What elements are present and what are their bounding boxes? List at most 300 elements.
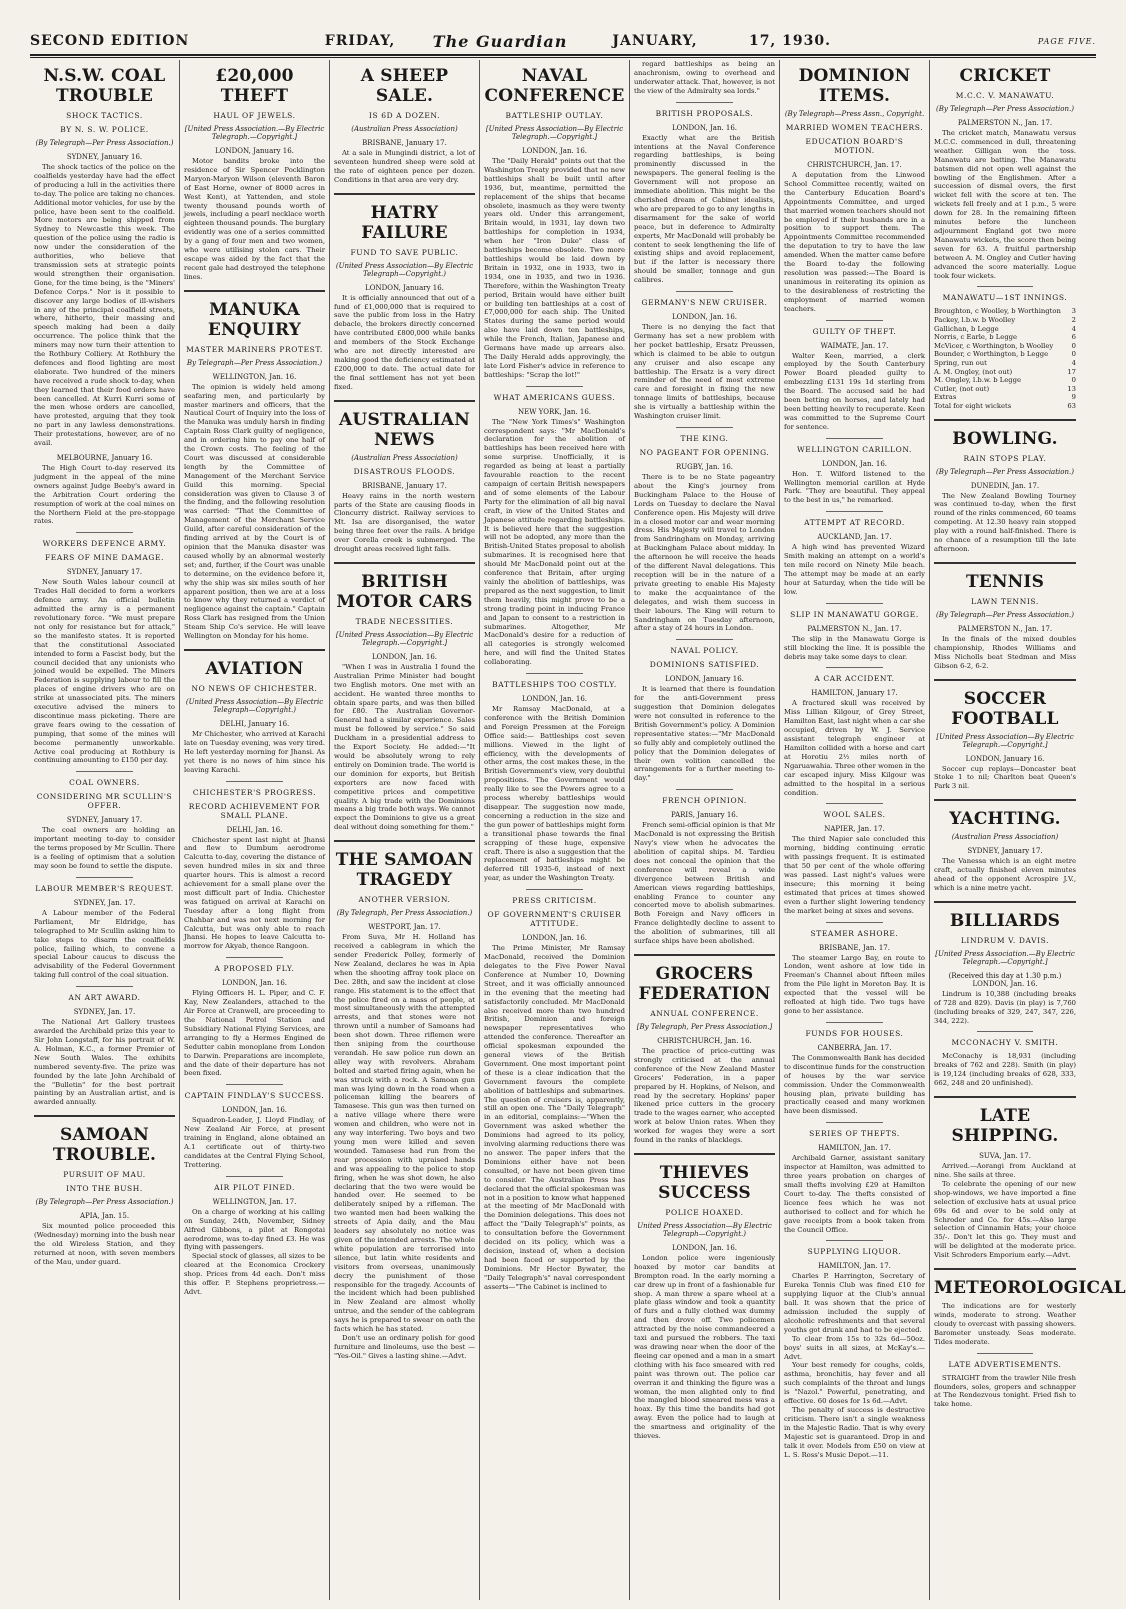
scorecard-row — [934, 307, 1076, 316]
article-body: At a sale in Mungindi district, a lot of seventeen hundred sheep were sold at the rate of eighteen pence per dozen. Conditions in that area are very dry. — [334, 149, 475, 184]
subheading: OF GOVERNMENT'S CRUISER ATTITUDE. — [487, 910, 622, 929]
dateline: HAMILTON, January 17. — [811, 689, 898, 698]
subheading: WELLINGTON CARILLON. — [796, 444, 913, 454]
subheading: NAVAL POLICY. — [670, 646, 739, 656]
article-body: Hon. T. Wilford listened to the Wellington memorial carillon at Hyde Park. "They are beautiful. They appeal to the best in us," he remarked. — [784, 469, 925, 505]
scorecard-row — [934, 368, 1076, 377]
newspaper-title: The Guardian — [432, 31, 568, 51]
subheading: PURSUIT OF MAU. — [63, 1170, 146, 1180]
credit-line: (Australian Press Association) — [951, 833, 1059, 842]
column-1 — [30, 60, 180, 1600]
scorecard-row — [934, 316, 1076, 325]
headline: £20,000 THEFT — [215, 66, 294, 106]
article-body: From Suva, Mr H. Holland has received a cablegram in which the sender Frederick Polley, formerly of New Zealand, declares he was in Apia when the shooting affray took place on Dec. 28th, and saw the incident at close range. His statement is to the effect that the police fired on a mass of people, at most simultaneously with the attempted arrests, and that stones were not thrown until a number of Samoans had been shot down. Three riflemen were then sniping from the courthouse verandah. He saw police run down an alley way with revolvers. Abraham bolted and started firing again, when he was struck with a rock. A Samoan gun man was lying down in the road when a policeman killing the bearers of Tamasese. This gun was then turned on a native village where there were women and children, who were not in any way interfering. Two boys and two young men were killed and seven wounded. Tamasese had run from the rear procession with upraised hands and was appealing to the police to stop firing, when he was shot down, he also declaring that the two were would be handed over. He seemed to be deliberately sniped by a rifleman. The two wanted men had been walking the streets of Apia daily, and the Mau leaders say absolutely no notice was given of the intended arrests. The whole white population are terrorised into silence, but latin white residents and visitors from overseas, unanimously decry the punishment of those responsible for the tragedy. Accounts of the incident which had been published in New Zealand are almost wholly untrue, and the sender of the cablegram says he is prepared to swear on oath the facts which he has stated. — [334, 933, 475, 1334]
subheading: LINDRUM V. DAVIS. — [960, 935, 1050, 945]
credit-line: (By Telegraph—Per Press Association.) — [936, 467, 1074, 476]
credit-line: By Telegraph—Per Press Association.) — [186, 358, 323, 367]
headline: BILLIARDS — [949, 910, 1061, 931]
item-divider — [226, 1176, 282, 1177]
item-divider — [826, 803, 882, 804]
dateline: DELHI, January 16. — [219, 719, 290, 728]
dateline: CHRISTCHURCH, Jan. 17. — [807, 161, 902, 169]
batsman-name: Broughton, c Woolley, b Worthington — [934, 307, 1061, 316]
article-body: Arrived.—Aorangi from Auckland at nine. She sails at three. — [934, 1162, 1076, 1179]
headline: METEOROLOGICAL — [934, 1278, 1126, 1299]
masthead-rule — [30, 54, 1096, 58]
batsman-name: Norris, c Earle, b Legge — [934, 333, 1018, 342]
subheading: FUNDS FOR HOUSES. — [805, 1028, 904, 1038]
subheading: AIR PILOT FINED. — [214, 1182, 295, 1192]
credit-line: [United Press Association.—By Electric Telegraph.—Copyright.] — [935, 949, 1075, 966]
subheading: MANAWATU—1ST INNINGS. — [942, 293, 1068, 303]
subheading: A CAR ACCIDENT. — [814, 674, 895, 684]
subheading: PRESS CRITICISM. — [512, 896, 597, 906]
subheading: ANOTHER VERSION. — [358, 895, 451, 905]
headline: DOMINION ITEMS. — [798, 66, 911, 106]
article-body: Squadron-Leader, J. Lloyd Findlay, of New Zealand Air Force, at present training in England, alone obtained an A.1 certificate out of thirty-two candidates at the Central Flying School, Trettering. — [184, 1116, 325, 1169]
article-body: The shock tactics of the police on the coalfields yesterday have had the effect of producing a lull in the activities there to-day. The police are taking no chances. Additional motor vehicles, for use by the police, have been sent to the coalfield. More motors are being shipped from Sydney to Newcastle this week. The question of the police using the radio is now under the consideration of the authorities, who believe that transmission sets at strategic points would strengthen their organisation. Gone, for the time being, is the "Miners' Defence Corps." Nor is it possible to discover any large bodies of ill-wishers in any of the principal coalfield streets, where, hitherto, their massing and speech making had been a daily occurrence. The police think that the miners may now turn their attention to the Rothbury Colliery. At Rothbury the defences and flood lighting are most elaborate. Two hundred of the miners have received a rude shock to-day, when they learned that their food orders have been cancelled. At Kurri Kurri some of the men whose orders are cancelled, have protested, arguing that they took no part in any lawless demonstrations. Their protestations, however, are of no avail. — [34, 163, 175, 448]
scorecard-row — [934, 385, 1076, 394]
article-body: STRAIGHT from the trawler Nile fresh flounders, soles, gropers and schnapper at The Rendezvous tonight. Fried fish to take home. — [934, 1373, 1076, 1409]
runs-value: 0 — [1071, 376, 1076, 385]
section-divider — [934, 1096, 1076, 1098]
article-body: Soccer cup replays—Doncaster beat Stoke 1 to nil; Charlton beat Queen's Park 3 nil. — [934, 764, 1076, 791]
columns-container — [30, 60, 1126, 1600]
dateline: WESTPORT, Jan. 17. — [368, 923, 441, 932]
section-divider — [34, 1115, 175, 1117]
column-3 — [330, 60, 480, 1600]
item-divider — [977, 1031, 1034, 1032]
batsman-name: Spring, run out — [934, 358, 987, 367]
credit-line: (By Telegraph—Per Press Association.) — [35, 1198, 174, 1207]
article-body: "When I was in Australia I found the Australian Prime Minister had bought two English motors. One met with an accident. He wanted three months to obtain spare parts, and was then billed for £80. The Australian Governor-General had a similar experience. Sales must be followed by service." So said Duckham in a presidential address to the Export Society. He added:—"It would be absolutely wrong to rely entirely on Dominion trade. The world is our dominion for exports, but British exporters are now faced with competitive prices and competitive quality. A big trade with the Dominions means a big trade both ways. We cannot expect the Dominions to give us a great deal without doing something for them." — [334, 662, 475, 832]
article-body: The slip in the Manawatu Gorge is still blocking the line. It is possible the debris may take some days to clear. — [784, 634, 925, 661]
article-body: McConachy is 18,931 (including breaks of 762 and 228). Smith (in play) is 19,124 (including breaks of 628, 333, 662, 248 and 20 unfinished). — [934, 1052, 1076, 1088]
scorecard — [934, 307, 1076, 410]
dateline: SYDNEY, Jan. 17. — [73, 1008, 136, 1017]
article-body: Archibald Garner, assistant sanitary inspector at Hamilton, was admitted to three years probation on charges of small thefts involving £29 at Hamilton Court to-day. The thefts consisted of licence fees which he was not authorised to collect and for which he gave receipts from a book taken from the Council Office. — [784, 1154, 925, 1234]
subheading: BY N. S. W. POLICE. — [60, 125, 149, 134]
dateline: WAIMATE, Jan. 17. — [820, 341, 889, 350]
dateline: SYDNEY, January 17. — [967, 847, 1043, 856]
edition-label: SECOND EDITION — [30, 33, 190, 49]
column-6 — [780, 60, 930, 1600]
subheading: SHOCK TACTICS. — [66, 111, 143, 120]
dateline: LONDON, January 16. — [665, 675, 744, 684]
article-body: The "Daily Herald" points out that the Washington Treaty provided that no new battleships shall be built until after 1936, but, meantime, permitted the replacement of the ships that became obsolete, inasmuch as they were twenty years old. Under this arrangement, Britain would, in 1931, lay down two battleships for completion in 1934, when her "Iron Duke" class of battleships become obsolete. Two more battleships would be laid down by Britain in 1932, one in 1933, two in 1934, one in 1935, and two in 1936. Therefore, within the Washington Treaty period, Britain would have either built or building ten battleships at a cost of £7,000,000 for each ship. The United States during the same period would also have laid down ten battleships, while the French, Italian, Japanese and Germans have made up arrears also. The Daily Herald adds approvingly, the late Lord Fisher's advice in reference to battleships: "Scrap the lot!" — [484, 157, 625, 379]
item-divider — [826, 1122, 882, 1123]
section-divider — [934, 1268, 1076, 1270]
headline: SAMOAN TROUBLE. — [52, 1125, 157, 1166]
headline: CRICKET — [959, 66, 1051, 86]
credit-line: [United Press Association—By Electric Telegraph.—Copyright.] — [335, 630, 474, 647]
dateline: (Received this day at 1.30 p.m.) LONDON, Jan. 16. — [948, 971, 1062, 988]
dateline: HAMILTON, Jan. 17. — [818, 1262, 891, 1271]
item-divider — [526, 386, 582, 387]
article-body: Special stock of glasses, all sizes to be cleared at the Economica Crockery shop. Prices from 4d each. Don't miss this offer. P. Stephens proprietress.—Advt. — [184, 1252, 325, 1296]
item-divider — [676, 291, 732, 292]
section-divider — [634, 1153, 775, 1155]
column-2 — [180, 60, 330, 1600]
dateline: LONDON, Jan. 16. — [671, 313, 738, 322]
section-divider — [934, 901, 1076, 903]
item-divider — [676, 639, 732, 640]
article-body: Motor bandits broke into the residence of Sir Spencer Pocklington Maryon-Maryon Wilson (eleventh Baron of East Horne, owner of 8000 acres in West Kent), at Yattenden, and stole twenty thousand pounds worth of jewels, including a pearl necklace worth eighteen thousand pounds. The burglary evidently was one of a series committed by a gang of four men and two women, who were utilising stolen cars. Their escape was aided by the fact that the recent gale had destroyed the telephone lines. — [184, 157, 325, 281]
credit-line: (By Telegraph—Press Assn., Copyright. — [784, 110, 925, 118]
runs-value: 63 — [1067, 401, 1076, 410]
section-divider — [934, 419, 1076, 421]
subheading: FUND TO SAVE PUBLIC. — [350, 247, 459, 257]
column-4 — [480, 60, 630, 1600]
subheading: NO PAGEANT FOR OPENING. — [639, 448, 770, 457]
headline: A SHEEP SALE. — [360, 66, 449, 106]
batsman-name: Packey, l.b.w. b Woolley — [934, 316, 1016, 324]
article-body: regard battleships as being an anachronism, owing to overhead and underwater attack. That, however, is not the view of the Admiralty sea lords." — [634, 60, 775, 95]
subheading: ATTEMPT AT RECORD. — [804, 518, 905, 528]
credit-line: [By Telegraph, Per Press Association.] — [636, 1022, 773, 1031]
subheading: MARRIED WOMEN TEACHERS. — [785, 123, 924, 132]
dateline: LONDON, January 16. — [965, 754, 1045, 763]
item-divider — [76, 986, 132, 987]
dateline: SUVA, Jan. 17. — [979, 1152, 1031, 1161]
dateline: NAPIER, Jan. 17. — [824, 825, 885, 834]
credit-line: (By Telegraph—Per Press Association.) — [936, 105, 1074, 113]
subheading: CAPTAIN FINDLAY'S SUCCESS. — [184, 1091, 325, 1101]
masthead — [30, 30, 1096, 52]
article-body: New South Wales labour council at Trades Hall decided to form a workers defence army. An official bulletin admitted the army is a permanent revolutionary force. "We must prepare not only for resistance but for attack," so the manifesto states. It is reported that the constitutional Associated intended to form a Fascist body, but the council decided that any unionists who joined would be expelled. The Miners Federation is supplying labour to fill the places of engine drivers who are on strike at unassociated pits. The miners executive advised the miners to discontinue mass picketing. There are grave fears owing to the cessation of pumping, that some of the mines will become permanently unworkable. Active coal producing at Rothbury is continuing amounting to £150 per day. — [34, 578, 175, 765]
dateline: CHRISTCHURCH, Jan. 16. — [657, 1036, 752, 1045]
subheading: FRENCH OPINION. — [662, 796, 747, 806]
subheading: SUPPLYING LIQUOR. — [807, 1247, 902, 1257]
item-divider — [826, 320, 882, 321]
dateline: LONDON, Jan. 16. — [671, 123, 738, 132]
runs-value: 2 — [1071, 316, 1076, 324]
credit-line: (United Press Association—By Electric Telegraph—Copyright.) — [335, 261, 474, 278]
headline: AVIATION — [205, 658, 304, 679]
dateline: LONDON, Jan. 16. — [521, 934, 588, 943]
item-divider — [826, 922, 882, 923]
subheading: A PROPOSED FLY. — [214, 964, 295, 974]
item-divider — [676, 789, 732, 790]
runs-value: 3 — [1071, 307, 1076, 316]
section-divider — [184, 290, 325, 292]
scorecard-row — [934, 350, 1076, 359]
article-body: London police were ingeniously hoaxed by motor car bandits at Brompton road. In the early morning a car drew up in front of a fashionable fur shop. A man threw a spare wheel at a plate glass window and took a quantity of furs and a fully clothed wax dummy and then drove off. Two policemen attracted by the noise commandeered a taxi and pursued the robbers. The taxi was drawing near when the door of the fleeing car opened and a man in a smart clothing with his face smeared with red paint was thrown out. The police car overran it and thinking the figure was a woman, the men alighted only to find the mangled blood smeared mess was a hoax. By this time the bandits had got away. Even the police had to laugh at the smartness and originality of the thieves. — [634, 1253, 775, 1441]
batsman-name: Extras — [934, 393, 957, 402]
section-divider — [334, 562, 475, 564]
subheading: GERMANY'S NEW CRUISER. — [641, 298, 768, 308]
article-body: To celebrate the opening of our new shop-windows, we have imported a fine selection of exclusive hats at usual price 69s 6d and over to be sold only at Schroder and Co. for 45s.—Also large selection of Cinnamin Hats; your choice 35/-. Don't let this go. They must and will be delighted at the moderate price. Visit Schroders Emporium early.—Advt. — [934, 1179, 1076, 1260]
item-divider — [676, 102, 732, 103]
item-divider — [977, 1353, 1034, 1354]
subheading: BRITISH PROPOSALS. — [655, 108, 754, 118]
headline: BOWLING. — [952, 428, 1058, 449]
page-number: PAGE FIVE. — [1037, 36, 1096, 46]
subheading: STEAMER ASHORE. — [810, 928, 899, 938]
dateline: BRISBANE, January 17. — [362, 481, 447, 490]
runs-value: 6 — [1071, 333, 1076, 342]
headline: TENNIS — [965, 571, 1045, 592]
dateline: AUCKLAND, Jan. 17. — [817, 533, 892, 542]
credit-line: United Press Association—By Electric Telegraph—Copyright.) — [637, 1221, 772, 1238]
article-body: The Prime Minister, Mr Ramsay MacDonald, received the Dominion delegates to the Five Power Naval Conference at Number 10, Downing Street, and it was officially announced in the evening that the meeting had satisfactorily concluded. Mr MacDonald also received more than two hundred British, Dominion and foreign newspaper representatives who attended the conference. Thereafter an official spokesman expounded the general views of the British Government. One most important point of these is a clear indication that the Government favours the complete abolition of battleships and submarines. The question of cruisers is, apparently, still an open one. The "Daily Telegraph" in an editorial, complains:—"When the Government was asked whether the Dominions had agreed to its policy, involving alarming reductions there was no answer. The paper infers that the Dominions either have not been consulted, or have not been given time to consider. The Australian Press has declared that the official spokesman was not in a position to know what happened at the meeting of Mr MacDonald with the Dominion delegations. This does not affect the "Daily Telegraph's" points, as to consultation before the Government decided on its policy, which was a decision, instead of, when a decision had been faced or supported by the Dominions. Mr Hector Bywater, the "Daily Telegraph's" naval correspondent asserts—"The Cabinet is inclined to — [484, 944, 625, 1291]
credit-line: (By Telegraph—Per Press Association.) — [35, 139, 174, 147]
batsman-name: Bounder, c Worthington, b Legge — [934, 350, 1049, 359]
article-body: Your best remedy for coughs, colds, asthma, bronchitis, hay fever and all such complaints of the throat and lungs is "Nazol." Powerful, penetrating, and effective. 60 doses for 1s 6d.—Advt. — [784, 1361, 925, 1406]
dateline: APIA, Jan. 15. — [79, 1212, 130, 1221]
subheading: GUILTY OF THEFT. — [812, 326, 897, 336]
runs-value: 9 — [1071, 393, 1076, 402]
article-body: Walter Keen, married, a clerk employed by the South Canterbury Power Board pleaded guilty to embezzling £131 19s 1d sterling from the Board. The accused said he had been betting on horses, and lately had been betting heavily to recuperate. Keen was committed to the Supreme Court for sentence. — [784, 351, 925, 431]
article-body: Six mounted police proceeded this (Wednesday) morning into the bush near the old Wireless Station, and they returned at noon, with seven members of the Mau, under guard. — [34, 1222, 175, 1266]
section-divider — [334, 840, 475, 842]
dateline: SYDNEY, Jan. 17. — [73, 898, 136, 907]
batsman-name: Gallichan, b Legge — [934, 324, 999, 333]
subheading: IS 6D A DOZEN. — [368, 111, 441, 120]
dateline: LONDON, Jan. 16. — [521, 147, 588, 155]
subheading: RAIN STOPS PLAY. — [963, 453, 1047, 463]
article-body: The indications are for westerly winds, moderate to strong. Weather cloudy to overcast with passing showers. Barometer unsteady. Seas moderate. Tides moderate. — [934, 1302, 1076, 1346]
article-body: The third Napier sale concluded this morning, bidding continuing erratic with passings frequent. It is estimated that 50 per cent of the whole offering was passed. Last night's values were insecure; this morning it being estimated that prices at times showed even a further slight lowering tendency the market being at sixes and sevens. — [784, 835, 925, 915]
subheading: TRADE NECESSITIES. — [355, 616, 454, 626]
subheading: DISASTROUS FLOODS. — [353, 466, 456, 476]
subheading: SERIES OF THEFTS. — [809, 1129, 900, 1139]
runs-value: 4 — [1071, 324, 1076, 333]
credit-line: (United Press Association—By Electric Telegraph—Copyright.) — [185, 697, 324, 714]
article-body: A Labour member of the Federal Parliament, Mr Eldridge, has telegraphed to Mr Scullin asking him to take steps to disarm the coalfields police, failing which, to convene a special Labour caucus to discuss the advisability of the Federal Government taking full control of the coal situation. — [34, 908, 175, 980]
article-body: A high wind has prevented Wizard Smith making an attempt on a world's ten mile record on Ninety Mile beach. The attempt may be made at an early hour at Saturday, when the tide will be low. — [784, 543, 925, 596]
subheading: WHAT AMERICANS GUESS. — [493, 392, 616, 402]
subheading: FEARS OF MINE DAMAGE. — [44, 553, 165, 563]
dateline: SYDNEY, January 17. — [66, 816, 143, 825]
article-body: Mr Chichester, who arrived at Karachi late on Tuesday evening, was very tired. He left yesterday morning for Jhansi. As yet there is no news of him since his leaving Karachi. — [184, 729, 325, 774]
article-body: The practice of price-cutting was strongly criticised at the annual conference of the New Zealand Master Grocers' Federation, in a paper prepared by H. Hopkins, of Nelson, and read by the secretary. Hopkins' paper likened price cutters in the grocery trade to the wages earner, who accepted work at below Union rates. When they worked for wages they were a sort found in the ranks of blacklegs. — [634, 1046, 775, 1145]
credit-line: [United Press Association—By Electric Telegraph.—Copyright.] — [485, 125, 624, 141]
dateline: SYDNEY, January 16. — [66, 153, 143, 161]
subheading: MASTER MARINERS PROTEST. — [186, 344, 323, 354]
section-divider — [934, 799, 1076, 801]
subheading: INTO THE BUSH. — [66, 1184, 143, 1194]
batsman-name: McVicer, c Worthington, b Woolley — [934, 341, 1054, 350]
section-divider — [934, 679, 1076, 681]
batsman-name: A. M. Ongley, (not out) — [934, 367, 1013, 376]
subheading: LAWN TENNIS. — [971, 596, 1039, 606]
credit-line: (By Telegraph, Per Press Association.) — [336, 909, 473, 918]
article-body: Don't use an ordinary polish for good furniture and linoleums, use the best — "Yes-Oil." Gives a lasting shine.—Advt. — [334, 1333, 475, 1360]
article-body: The "New York Times's" Washington correspondent says: "Mr MacDonald's declaration for the abolition of battleships has been received here with some surprise. Unofficially, it is regarded as being at least a partially favourable reaction to the recent campaign of certain British newspapers and of some elements of the Labour Party for the elimination of all big naval craft, in view of the United States and Japanese attitude regarding battleships. It is believed here that the suggestion will not be adopted, any more than the British-United States proposal to abolish submarines. It is recognised here that should Mr MacDonald point out at the conference that Britain, after urging vainly the abolition of battleships, was prepared as the next suggestion, to limit them heavily, this might prove to be a strong trading point in inducing France and Japan to consent to a restriction in submarines. Altogether, Mr MacDonald's desire for a reduction of all categories is strongly welcomed here, and will find the United States collaborating. — [484, 417, 625, 667]
article-body: The steamer Largo Bay, en route to London, went ashore at low tide in Freeman's Channel about fifteen miles from the Pile light in Moreton Bay. It is expected that the vessel will be refloated at high tide. Two tugs have gone to her assistance. — [784, 953, 925, 1015]
item-divider — [826, 667, 882, 668]
section-divider — [334, 193, 475, 195]
headline: LATE SHIPPING. — [951, 1106, 1059, 1147]
subheading: AN ART AWARD. — [68, 993, 141, 1003]
article-body: The New Zealand Bowling Tourney was continued to-day, when the first round of the rinks commenced, 60 teams competing. At 12.30 heavy rain stopped play with a round half-finished. There is no chance of a resumption till the late afternoon. — [934, 491, 1076, 553]
dateline: DELHI, Jan. 16. — [226, 825, 283, 834]
article-body: A fractured skull was received by Miss Lillian Kilgour, of Grey Street, Hamilton East, last night when a car she occupied, driven by W. J. Service assistant telegraph engineer at Hamilton collided with a horse and cart at Horotiu 2½ miles north of Ngaruawahia. Three other women in the car escaped injury. Miss Kilgour was admitted to the hospital in a serious condition. — [784, 699, 925, 797]
dateline: LONDON, Jan. 16. — [221, 1106, 288, 1115]
article-body: Exactly what are the British intentions at the Naval Conference regarding battleships, is being prominently discussed in the newspapers. The general feeling is the Government will not propose an immediate abolition. This might be the cherished dream of Cabinet idealists, who are prepared to go to any lengths in disarmament for the sake of world peace, but in deference to Admiralty experts, Mr MacDonald will probably be content to seek lengthening the life of existing ships and avoid replacement, but if the latter is necessary there should be smaller, tonnage and gun calibres. — [634, 133, 775, 285]
scorecard-row — [934, 359, 1076, 368]
dateline: LONDON, Jan. 16. — [671, 1243, 738, 1252]
article-body: Charles P. Harrington, Secretary of Eureka Tennis Club was fined £10 for supplying liquor at the Club's annual ball. It was shown that the price of admission included the supply of alcoholic refreshments and that several youths got drunk and had to be ejected. — [784, 1272, 925, 1334]
subheading: MCCONACHY V. SMITH. — [951, 1038, 1059, 1048]
section-divider — [634, 954, 775, 956]
subheading: WOOL SALES. — [823, 810, 886, 820]
item-divider — [226, 957, 282, 958]
item-divider — [977, 286, 1034, 287]
dateline: MELBOURNE, January 16. — [56, 454, 153, 462]
subheading: DOMINIONS SATISFIED. — [649, 660, 760, 670]
scorecard-row — [934, 376, 1076, 385]
subheading: RECORD ACHIEVEMENT FOR SMALL PLANE. — [188, 801, 321, 820]
headline: N.S.W. COAL TROUBLE — [43, 66, 166, 106]
article-body: To clear from 15s to 32s 6d—50oz. boys' suits in all sizes, at McKay's.—Advt. — [784, 1334, 925, 1361]
article-body: The opinion is widely held among seafaring men, and particularly by master mariners and officers, that the Nautical Court of Inquiry into the loss of the Manuka was unduly harsh in finding Captain Ross Clark guilty of negligence, and in ordering him to pay one half of the Crown costs. The feeling of the Court was discussed at considerable length by the Committee of Management of the Merchant Service Guild this morning. Special consideration was given to Clause 3 of the finding, and the following resolution was carried: "That the Committee of Management of the Merchant Service Guild, after careful consideration of the finding arrived at by the Court is of opinion that the Manuka disaster was caused wholly by an abnormal westerly set; and, further, if the Court was unable to determine, on the evidence before it, why the ship was six miles south of her apparent position, then we are at a loss to know why they returned a verdict of negligence against the captain." Captain Ross Clark has resigned from the Union Steam Ship Co's service. He will leave Wellington on Monday for his home. — [184, 382, 325, 641]
item-divider — [526, 673, 582, 674]
dateline: PALMERSTON N., Jan. 17. — [957, 624, 1053, 633]
subheading: LABOUR MEMBER'S REQUEST. — [35, 883, 174, 893]
subheading: BATTLESHIP OUTLAY. — [505, 111, 604, 120]
article-body: Heavy rains in the north western parts of the State are causing floods in Cloncurry district. Railway services to Mt. Isa are disorganised, the water being three feet over the rails. A bridge over Corella creek is submerged. The drought areas received light falls. — [334, 491, 475, 554]
dateline: LONDON, January 16. — [365, 283, 444, 292]
article-body: In the finals of the mixed doubles championship, Rhodes Williams and Miss Nicholls beat Stedman and Miss Gibson 6-2, 6-2. — [934, 634, 1076, 670]
article-body: French semi-official opinion is that Mr MacDonald is not expressing the British Navy's view when he advocates the abolition of capital ships. M. Tardieu does not conceal the opinion that the conference will reveal a wide divergence between British and American views regarding battleships, enabling France to counter any concerted move to abolish submarines. Both Foreign and Navy officers in France delightedly decline to assent to the abolition of submarines, till all surface ships have been abolished. — [634, 821, 775, 946]
item-divider — [226, 781, 282, 782]
article-body: It is officially announced that out of a fund of £1,000,000 that is required to save the public from loss in the Hatry debacle, the brokers directly concerned have contributed £800,000 while banks and members of the Stock Exchange who are not directly interested are making good the deficiency estimated at £200,000 to date. The actual date for the final settlement has not yet been fixed. — [334, 293, 475, 391]
scorecard-row — [934, 333, 1076, 342]
article-body: It is learned that there is foundation for the anti-Government press suggestion that Dominion delegates were not consulted in reference to the British Government's policy. A Dominion representative states:—"Mr MacDonald so fully ably and completely outlined the policy that the Dominion delegates of their own volition cancelled the arrangements for a further meeting to-day." — [634, 685, 775, 783]
dateline: LONDON, Jan. 16. — [371, 652, 438, 661]
headline: AUSTRALIAN NEWS — [339, 409, 470, 450]
subheading: CHICHESTER'S PROGRESS. — [192, 787, 317, 797]
subheading: THE KING. — [680, 434, 729, 443]
dateline: WELLINGTON, Jan. 16. — [212, 372, 297, 381]
article-body: The coal owners are holding an important meeting to-day to consider the terms proposed by Mr Scullin. There is a feeling of optimism that a solution may soon be found to settle the dispute. — [34, 826, 175, 870]
subheading: LATE ADVERTISEMENTS. — [948, 1359, 1062, 1369]
item-divider — [826, 438, 882, 439]
headline: YACHTING. — [949, 809, 1061, 830]
scorecard-row — [934, 393, 1076, 402]
dateline: LONDON, Jan. 16. — [521, 695, 588, 704]
subheading: M.C.C. V. MANAWATU. — [955, 91, 1055, 100]
item-divider — [826, 603, 882, 604]
dateline: PARIS, January 16. — [671, 811, 738, 820]
dateline: WELLINGTON, Jan. 17. — [212, 1197, 297, 1206]
credit-line: [United Press Association.—By Electric Telegraph.—Copyright.] — [184, 125, 325, 141]
runs-value: 0 — [1071, 350, 1076, 359]
column-7 — [930, 60, 1126, 1600]
month-label: JANUARY, — [612, 33, 698, 49]
subheading: ANNUAL CONFERENCE. — [650, 1008, 759, 1018]
item-divider — [76, 532, 132, 533]
runs-value: 4 — [1071, 358, 1076, 367]
section-divider — [184, 649, 325, 651]
date-label: 17, 1930. — [748, 33, 832, 49]
article-body: The Vanessa which is an eight metre craft, actually finished eleven minutes ahead of the opponent Acrospire J.V., which is a nine metre yacht. — [934, 857, 1076, 892]
item-divider — [76, 877, 132, 878]
runs-value: 17 — [1067, 367, 1076, 376]
credit-line: (Australian Press Association) — [351, 453, 458, 462]
item-divider — [676, 427, 732, 428]
item-divider — [826, 1022, 882, 1023]
subheading: COAL OWNERS. — [69, 778, 140, 788]
headline: GROCERS FEDERATION — [638, 963, 771, 1004]
subheading: BATTLESHIPS TOO COSTLY. — [492, 680, 617, 690]
dateline: SYDNEY, January 17. — [66, 568, 143, 577]
article-body: Mr Ramsay MacDonald, at a conference with the British Dominion and Foreign Pressmen at the Foreign Office said:— Battleships cost seven millions. Viewed in the light of efficiency, with the developments of other arms, the cost makes these, in the British Government's view, very doubtful propositions. The Government would really like to see the Powers agree to a process whereby battleships would disappear. The suggestion now made, concerning a reduction in the size and the gun power of battleships might form a transitional phase towards the final scrapping of these huge, expensive craft. There is also a suggestion that the replacement of battleships might be deferred till 1935-6, instead of next year, as under the Washington Treaty. — [484, 705, 625, 883]
scorecard-row — [934, 325, 1076, 334]
headline: HATRY FAILURE — [361, 202, 448, 243]
article-body: Flying Officers H. L. Piper, and C. F. Kay, New Zealanders, attached to the Air Force at Cranwell, are proceeding to the National Petrol Station and Subsidiary National Flying Services, are arranging to fly a Hermes Engined de Sedutter cabin monoplane from London to Darwin. Preparations are incomplete, and the date of their departure has not been fixed. — [184, 989, 325, 1078]
article-body: The National Art Gallery trustees awarded the Archibald prize this year to Sir John Longstaff, for his portrait of W. A. Holman, K.C., a former Premier of New South Wales. The exhibits numbered seventy-five. The prize was founded by the late John Archibald of the "Bulletin" for the best portrait painting by an Australian artist, and is awarded annually. — [34, 1018, 175, 1107]
section-divider — [334, 400, 475, 402]
article-body: A deputation from the Linwood School Committee recently, waited on the Canterbury Education Board's Appointments Committee, and urged that married women teachers should not be employed if their husbands are in a position to support them. The Appointments Committee recommended the deputation to try to have the law amended. When the matter came before the Board to-day the following resolution was passed:—The Board is unanimous in reiterating its opinion as to the desirableness of restricting the employment of married women teachers. — [784, 171, 925, 313]
credit-line: [United Press Association—By Electric Telegraph.—Copyright.] — [936, 732, 1074, 749]
headline: MANUKA ENQUIRY — [207, 299, 302, 340]
subheading: WORKERS DEFENCE ARMY. — [42, 539, 167, 549]
article-body: The cricket match, Manawatu versus M.C.C. commenced in dull, threatening weather. Gilligan won the toss. Manawatu are batting. The Manawatu batsmen did not open well against the bowling of the Englishmen. After a succession of dismal overs, the first wicket fell with the score at ten. The wickets fell freely and at 1 p.m., 5 were down for 28. In the remaining fifteen minutes before the luncheon adjournment England got two more Manawatu wickets, the score then being seven for 63. A fruitful partnership between A. M. Ongley and Cutler having advanced the score materially. Logue took four wickets. — [934, 129, 1076, 280]
article-body: Chichester spent last night at Jhansi and flew to Dumbum aerodrome Calcutta to-day, covering the distance of seven hundred miles in six and three quarter hours. This is almost a record achievement for a small plane over the most difficult part of India. Chichester was fatigued on arrival at Karachi on Tuesday after a long flight from Chahbar and was not next morning for Calcutta, but was only able to reach Jhansi. He hopes to leave Calcutta to-morrow for Akyab, thence Rangoon. — [184, 835, 325, 951]
section-divider — [934, 562, 1076, 564]
dateline: BRISBANE, Jan. 17. — [819, 943, 890, 952]
dateline: CANBERRA, Jan. 17. — [817, 1043, 892, 1052]
scorecard-row — [934, 342, 1076, 351]
item-divider — [826, 511, 882, 512]
subheading: POLICE HOAXED. — [665, 1207, 744, 1217]
item-divider — [826, 1240, 882, 1241]
item-divider — [526, 889, 582, 890]
article-body: Lindrum is 10,388 (including breaks of 728 and 829). Davis (in play) is 7,760 (including breaks of 329, 247, 347, 226, 344, 222). — [934, 989, 1076, 1025]
subheading: HAUL OF JEWELS. — [213, 111, 296, 120]
headline: NAVAL CONFERENCE — [484, 66, 625, 106]
article-body: The High Court to-day reserved its judgment in the appeal of the mine owners against Judge Beeby's award in the Arbitration Court ordering the resumption of work at the coal mines on the Northern Field at the pre-stoppage rates. — [34, 464, 175, 526]
subheading: SLIP IN MANAWATU GORGE. — [790, 609, 919, 619]
dateline: PALMERSTON N., Jan. 17. — [957, 119, 1053, 127]
dateline: NEW YORK, Jan. 16. — [517, 407, 592, 416]
runs-value: 0 — [1071, 341, 1076, 350]
dateline: DUNEDIN, Jan. 17. — [970, 481, 1040, 490]
batsman-name: Cutler, (not out) — [934, 384, 990, 393]
item-divider — [226, 1084, 282, 1085]
headline: BRITISH MOTOR CARS — [336, 571, 473, 612]
article-body: The Commonwealth Bank has decided to discontinue funds for the construction of houses by the war service commission. Under the Commonwealth housing plan, private building has practically ceased and many workmen have been dismissed. — [784, 1053, 925, 1116]
credit-line: (By Telegraph—Per Press Association.) — [936, 610, 1074, 619]
dateline: LONDON, Jan. 16. — [821, 459, 888, 468]
article-body: There is to be no State pageantry about the King's journey from Buckingham Palace to the House of Lords on Tuesday to declare the Naval Conference open. His Majesty will drive in a closed motor car and wear morning dress. His Majesty will travel to London from Sandringham on Monday, arriving at Buckingham Palace about midday. In the afternoon he will receive the heads of the different Naval delegations. This reception will be in the nature of a private greeting to enable His Majesty to make the acquaintance of the delegates, and wish them success in their labours. The King will return to Sandringham on Tuesday afternoon, after a stay of 24 hours in London. — [634, 473, 775, 633]
headline: THIEVES SUCCESS — [658, 1162, 751, 1203]
article-body: On a charge of working at his calling on Sunday, 24th, November, Sidney Alfred Gibbons, a pilot at Rongotai aerodrome, was to-day fined £3. He was flying with passengers. — [184, 1207, 325, 1252]
subheading: CONSIDERING MR SCULLIN'S OFFER. — [36, 792, 173, 811]
subheading: EDUCATION BOARD'S MOTION. — [805, 137, 904, 155]
dateline: LONDON, January 16. — [215, 147, 294, 155]
credit-line: (Australian Press Association) — [351, 125, 458, 133]
subheading: NO NEWS OF CHICHESTER. — [191, 683, 318, 693]
batsman-name: M. Ongley, l.b.w. b Legge — [934, 376, 1021, 385]
batsman-name: Total for eight wickets — [934, 401, 1012, 410]
dateline: BRISBANE, January 17. — [362, 139, 447, 147]
headline: THE SAMOAN TRAGEDY — [335, 850, 474, 891]
day-label: FRIDAY, — [324, 33, 396, 49]
article-body: The penalty of success is destructive criticism. There isn't a single weakness in the Majestic Radio. That is why every Majestic set is guaranteed. Drop in and talk it over. Models from £50 on view at L. S. Ross's Music Depot.—11. — [784, 1406, 925, 1459]
column-5 — [630, 60, 780, 1600]
item-divider — [76, 771, 132, 772]
runs-value: 13 — [1067, 384, 1076, 393]
dateline: LONDON, Jan. 16. — [221, 979, 288, 988]
scorecard-row — [934, 402, 1076, 411]
article-body: There is no denying the fact that Germany has set a new problem with her pocket battleship, Ersatz Preussen, which is claimed to be able to outgun any cruiser and also escape any battleship. The Ersatz is a very direct reminder of the need of most extreme care and foresight in fixing the new tonnage limits of battleships, because she is virtually a battleship within the Washington cruiser limit. — [634, 323, 775, 421]
dateline: HAMILTON, Jan. 17. — [818, 1144, 891, 1153]
headline: SOCCER FOOTBALL — [951, 688, 1059, 729]
